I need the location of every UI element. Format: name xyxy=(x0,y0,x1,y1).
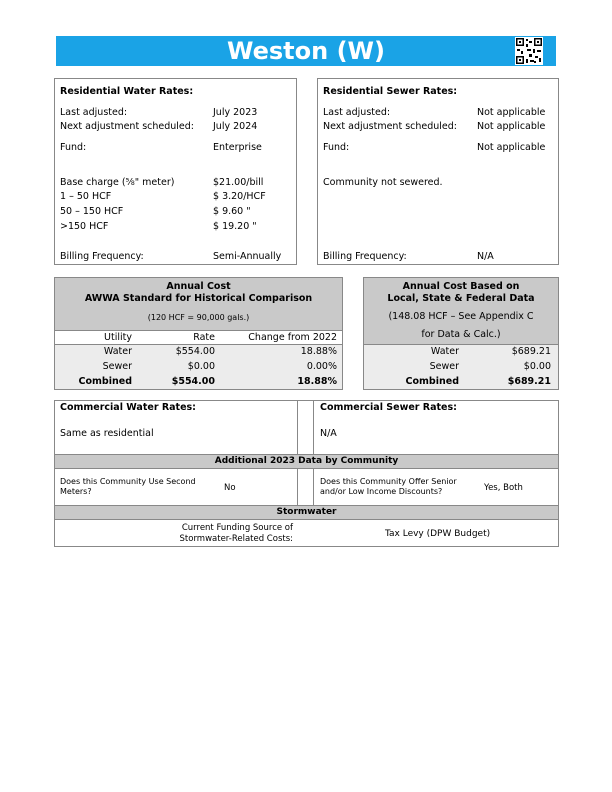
commercial-water-value: Same as residential xyxy=(60,428,154,439)
awwa-row-change: 0.00% xyxy=(306,361,337,372)
water-rate-value: $21.00/bill xyxy=(213,177,264,188)
water-rate-label: 50 – 150 HCF xyxy=(60,206,124,217)
page-title: Weston (W) xyxy=(227,37,385,65)
stormwater-funding-value: Tax Levy (DPW Budget) xyxy=(385,529,491,539)
awwa-row-utility: Water xyxy=(103,346,132,357)
local-row-rate: $0.00 xyxy=(523,361,551,372)
water-last-adjusted-value: July 2023 xyxy=(213,107,258,118)
local-subtitle-line2: for Data & Calc.) xyxy=(421,329,501,340)
water-rate-value: $ 3.20/HCF xyxy=(213,191,266,202)
commercial-sewer-heading: Commercial Sewer Rates: xyxy=(320,402,457,413)
sewer-fund-label: Fund: xyxy=(323,142,350,153)
local-title-line1: Annual Cost Based on xyxy=(402,281,520,292)
awwa-row-utility: Combined xyxy=(78,376,132,387)
title-bar xyxy=(56,36,556,66)
local-row-utility: Sewer xyxy=(429,361,459,372)
additional-data-heading: Additional 2023 Data by Community xyxy=(214,456,399,466)
sewer-next-adjustment-value: Not applicable xyxy=(477,121,546,132)
stormwater-label-line2: Stormwater-Related Costs: xyxy=(179,534,293,544)
awwa-subtitle: (120 HCF = 90,000 gals.) xyxy=(147,313,250,322)
water-rate-label: 1 – 50 HCF xyxy=(60,191,112,202)
local-title-line2: Local, State & Federal Data xyxy=(387,293,535,304)
second-meters-answer: No xyxy=(224,483,236,493)
water-billing-value: Semi-Annually xyxy=(213,251,282,262)
sewer-billing-value: N/A xyxy=(477,251,494,262)
residential-sewer-heading: Residential Sewer Rates: xyxy=(323,86,458,97)
local-row-utility: Water xyxy=(430,346,459,357)
local-subtitle-line1: (148.08 HCF – See Appendix C xyxy=(388,311,534,322)
local-row-rate: $689.21 xyxy=(507,376,551,387)
divider xyxy=(297,469,298,505)
stormwater-label-line1: Current Funding Source of xyxy=(181,523,293,533)
sewer-fund-value: Not applicable xyxy=(477,142,546,153)
awwa-col-utility: Utility xyxy=(104,332,132,343)
local-row-utility: Combined xyxy=(405,376,459,387)
water-fund-label: Fund: xyxy=(60,142,87,153)
stormwater-heading: Stormwater xyxy=(276,507,337,517)
senior-discount-question-line1: Does this Community Offer Senior xyxy=(320,477,457,486)
local-row-rate: $689.21 xyxy=(511,346,551,357)
awwa-col-rate: Rate xyxy=(193,332,215,343)
water-rate-label: Base charge (⅝" meter) xyxy=(60,177,175,188)
water-next-adjustment-label: Next adjustment scheduled: xyxy=(60,121,195,132)
qr-code-icon xyxy=(515,37,543,65)
commercial-sewer-value: N/A xyxy=(320,428,337,439)
awwa-row-utility: Sewer xyxy=(102,361,132,372)
divider xyxy=(297,400,298,454)
second-meters-question-line2: Meters? xyxy=(60,487,92,496)
water-rate-value: $ 9.60 " xyxy=(213,206,251,217)
senior-discount-question-line2: and/or Low Income Discounts? xyxy=(320,487,443,496)
sewer-billing-label: Billing Frequency: xyxy=(323,251,407,262)
sewer-note: Community not sewered. xyxy=(323,177,443,188)
divider xyxy=(313,400,314,454)
commercial-water-heading: Commercial Water Rates: xyxy=(60,402,196,413)
awwa-row-change: 18.88% xyxy=(297,376,337,387)
water-next-adjustment-value: July 2024 xyxy=(213,121,258,132)
sewer-last-adjusted-label: Last adjusted: xyxy=(323,107,391,118)
awwa-row-rate: $554.00 xyxy=(175,346,215,357)
senior-discount-answer: Yes, Both xyxy=(484,483,523,493)
second-meters-question-line1: Does this Community Use Second xyxy=(60,477,196,486)
awwa-title-line1: Annual Cost xyxy=(166,281,231,292)
divider xyxy=(313,469,314,505)
awwa-row-rate: $554.00 xyxy=(171,376,215,387)
awwa-row-change: 18.88% xyxy=(300,346,337,357)
sewer-last-adjusted-value: Not applicable xyxy=(477,107,546,118)
water-billing-label: Billing Frequency: xyxy=(60,251,144,262)
divider xyxy=(54,330,343,331)
awwa-col-change: Change from 2022 xyxy=(248,332,337,343)
awwa-row-rate: $0.00 xyxy=(187,361,215,372)
sewer-next-adjustment-label: Next adjustment scheduled: xyxy=(323,121,458,132)
awwa-title-line2: AWWA Standard for Historical Comparison xyxy=(84,293,313,304)
water-fund-value: Enterprise xyxy=(213,142,262,153)
residential-water-heading: Residential Water Rates: xyxy=(60,86,194,97)
water-rate-value: $ 19.20 " xyxy=(213,221,257,232)
water-rate-label: >150 HCF xyxy=(60,221,109,232)
water-last-adjusted-label: Last adjusted: xyxy=(60,107,128,118)
